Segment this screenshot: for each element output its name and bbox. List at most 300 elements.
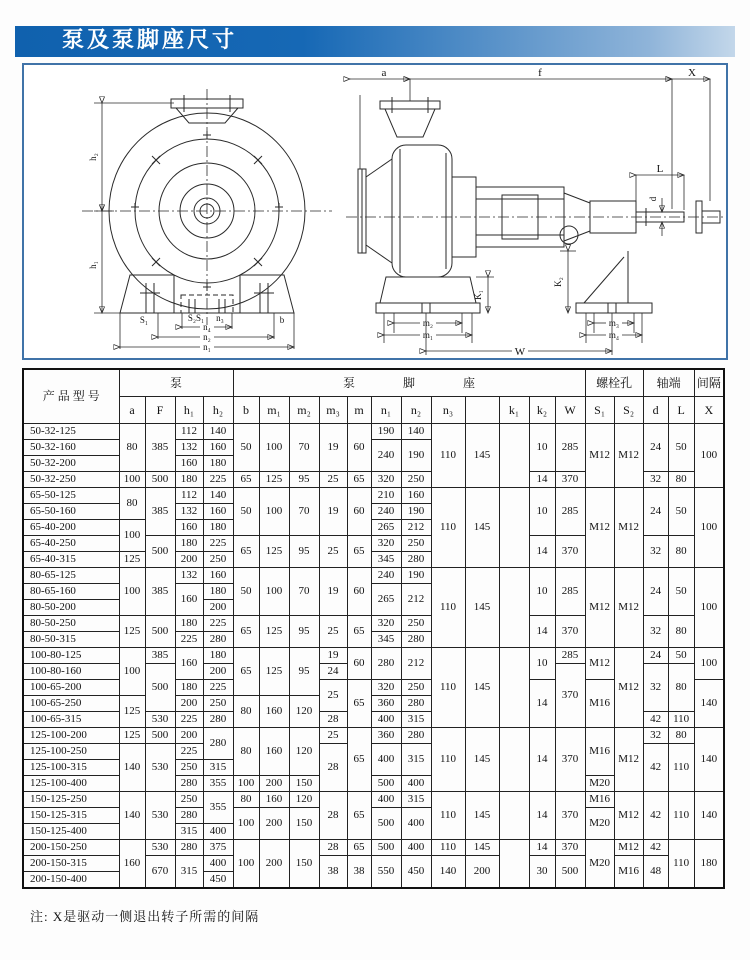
value-cell: 140 <box>203 424 233 440</box>
value-cell: 24 <box>643 424 668 472</box>
value-cell: 280 <box>401 728 431 744</box>
value-cell: 110 <box>431 648 465 728</box>
value-cell: 65 <box>233 472 259 488</box>
value-cell: 65 <box>233 648 259 696</box>
model-cell: 80-65-125 <box>23 568 119 584</box>
value-cell: 315 <box>203 760 233 776</box>
value-cell: 200 <box>175 728 203 744</box>
value-cell: 24 <box>643 488 668 536</box>
model-cell: 65-50-125 <box>23 488 119 504</box>
value-cell: 530 <box>145 840 175 856</box>
column-header: k₂ <box>529 397 555 424</box>
value-cell: 315 <box>175 824 203 840</box>
value-cell: 280 <box>203 728 233 760</box>
value-cell: M20 <box>585 776 614 792</box>
value-cell: 110 <box>668 792 694 840</box>
value-cell: M12 <box>614 792 643 840</box>
value-cell: 110 <box>431 728 465 792</box>
value-cell: 140 <box>694 792 724 840</box>
value-cell: 95 <box>289 648 319 696</box>
value-cell: 10 <box>529 648 555 680</box>
column-header: n₁ <box>371 397 401 424</box>
column-header: b <box>233 397 259 424</box>
dim-label-a: a <box>381 67 387 79</box>
model-cell: 200-150-400 <box>23 872 119 889</box>
value-cell: 110 <box>431 792 465 840</box>
value-cell: 530 <box>145 712 175 728</box>
dim-label-d: d <box>648 196 658 202</box>
value-cell: 200 <box>203 600 233 616</box>
value-cell: 280 <box>401 632 431 648</box>
value-cell: 355 <box>203 792 233 824</box>
value-cell: 370 <box>555 536 585 568</box>
value-cell: 19 <box>319 488 347 536</box>
table-row <box>23 488 724 504</box>
value-cell: 50 <box>668 488 694 536</box>
value-cell: 125 <box>119 616 145 648</box>
value-cell: 180 <box>175 616 203 632</box>
value-cell: 10 <box>529 488 555 536</box>
value-cell: 345 <box>371 552 401 568</box>
value-cell: M20 <box>585 808 614 840</box>
value-cell: 50 <box>233 424 259 472</box>
model-cell: 50-32-160 <box>23 440 119 456</box>
value-cell: 80 <box>233 792 259 808</box>
value-cell: 530 <box>145 744 175 792</box>
value-cell: 315 <box>401 792 431 808</box>
value-cell: 100 <box>694 648 724 680</box>
value-cell: 375 <box>203 840 233 856</box>
model-cell: 150-125-250 <box>23 792 119 808</box>
value-cell: 370 <box>555 664 585 728</box>
dim-label-m3: m₃ <box>608 318 620 328</box>
model-cell: 100-65-250 <box>23 696 119 712</box>
value-cell: M12 <box>585 648 614 680</box>
value-cell: 28 <box>319 792 347 840</box>
value-cell: 225 <box>203 472 233 488</box>
value-cell: 225 <box>203 616 233 632</box>
value-cell: 65 <box>347 536 371 568</box>
value-cell: 25 <box>319 616 347 648</box>
value-cell: 100 <box>233 808 259 840</box>
value-cell: 240 <box>371 504 401 520</box>
value-cell: 250 <box>175 792 203 808</box>
value-cell: M12 <box>585 488 614 568</box>
value-cell: 80 <box>668 536 694 568</box>
model-cell: 200-150-315 <box>23 856 119 872</box>
value-cell: 10 <box>529 424 555 472</box>
column-header: d <box>643 397 668 424</box>
value-cell: 150 <box>289 840 319 889</box>
value-cell: 400 <box>203 856 233 872</box>
value-cell: 28 <box>319 712 347 728</box>
value-cell: 400 <box>203 824 233 840</box>
column-header: L <box>668 397 694 424</box>
value-cell: 25 <box>319 728 347 744</box>
value-cell: 110 <box>431 840 465 856</box>
value-cell: 125 <box>259 648 289 696</box>
value-cell: 370 <box>555 616 585 648</box>
model-cell: 200-150-250 <box>23 840 119 856</box>
value-cell: 400 <box>371 792 401 808</box>
value-cell: 110 <box>668 744 694 792</box>
value-cell: 42 <box>643 712 668 728</box>
value-cell: 212 <box>401 584 431 616</box>
model-cell: 150-125-400 <box>23 824 119 840</box>
value-cell: 280 <box>401 696 431 712</box>
value-cell: 200 <box>203 664 233 680</box>
value-cell: 400 <box>401 808 431 840</box>
dim-label-n3: n₃ <box>216 313 224 323</box>
column-header: n₂ <box>401 397 431 424</box>
value-cell: 225 <box>203 536 233 552</box>
pump-front-view <box>82 89 332 352</box>
value-cell: 400 <box>401 776 431 792</box>
value-cell: 500 <box>145 536 175 568</box>
value-cell <box>499 568 529 648</box>
column-group-header: 泵 脚 座 <box>233 369 585 397</box>
value-cell: 140 <box>203 488 233 504</box>
value-cell: 100 <box>119 648 145 696</box>
value-cell: M12 <box>585 568 614 648</box>
dim-label-h2: h₂ <box>88 153 98 161</box>
value-cell: 200 <box>259 808 289 840</box>
value-cell: 80 <box>668 616 694 648</box>
value-cell <box>499 840 529 889</box>
value-cell: 400 <box>371 744 401 776</box>
value-cell: 250 <box>401 536 431 552</box>
value-cell: 250 <box>401 472 431 488</box>
value-cell: 160 <box>401 488 431 504</box>
value-cell: 95 <box>289 472 319 488</box>
value-cell: 250 <box>203 552 233 568</box>
column-group-header: 泵 <box>119 369 233 397</box>
model-cell: 100-80-125 <box>23 648 119 664</box>
value-cell: 100 <box>119 520 145 552</box>
value-cell: 180 <box>203 520 233 536</box>
value-cell: 250 <box>401 616 431 632</box>
value-cell: 345 <box>371 632 401 648</box>
value-cell: 32 <box>643 728 668 744</box>
value-cell: 385 <box>145 568 175 616</box>
value-cell: 32 <box>643 472 668 488</box>
value-cell: 140 <box>401 424 431 440</box>
value-cell: 65 <box>347 616 371 648</box>
dim-label-f: f <box>538 67 542 79</box>
dim-label-m2: m₂ <box>422 318 434 328</box>
value-cell: 500 <box>555 856 585 889</box>
value-cell: 140 <box>119 744 145 792</box>
value-cell: 95 <box>289 536 319 568</box>
value-cell: 25 <box>319 472 347 488</box>
value-cell: 145 <box>465 792 499 840</box>
dim-label-l: L <box>656 163 664 175</box>
value-cell: 225 <box>203 680 233 696</box>
value-cell: 500 <box>145 728 175 744</box>
value-cell: 14 <box>529 680 555 728</box>
value-cell: M20 <box>585 840 614 889</box>
value-cell: 60 <box>347 488 371 536</box>
model-cell: 100-80-160 <box>23 664 119 680</box>
value-cell: 320 <box>371 680 401 696</box>
dim-label-b: b <box>279 315 285 325</box>
value-cell: M12 <box>614 840 643 856</box>
value-cell: M12 <box>614 568 643 648</box>
value-cell: 100 <box>259 424 289 472</box>
value-cell <box>499 488 529 568</box>
value-cell: 200 <box>465 856 499 889</box>
value-cell: 80 <box>668 472 694 488</box>
value-cell: 140 <box>694 728 724 792</box>
value-cell: 355 <box>203 776 233 792</box>
table-header <box>23 369 724 424</box>
value-cell: 65 <box>347 680 371 728</box>
value-cell: 370 <box>555 472 585 488</box>
value-cell: 19 <box>319 424 347 472</box>
value-cell: 70 <box>289 488 319 536</box>
pump-dimensions-table <box>22 368 725 889</box>
dim-label-n2: n₂ <box>203 332 211 342</box>
dim-label-s1: S₁ <box>139 315 149 325</box>
value-cell: 65 <box>347 792 371 840</box>
value-cell: 180 <box>203 584 233 600</box>
value-cell: 100 <box>233 840 259 889</box>
value-cell: 180 <box>175 536 203 552</box>
value-cell: M16 <box>585 728 614 776</box>
value-cell: 19 <box>319 568 347 616</box>
value-cell: 132 <box>175 568 203 584</box>
column-header: a <box>119 397 145 424</box>
column-header: m <box>347 397 371 424</box>
value-cell: 65 <box>347 840 371 856</box>
value-cell: 315 <box>401 744 431 776</box>
value-cell: 112 <box>175 424 203 440</box>
value-cell: M12 <box>614 648 643 728</box>
value-cell: 70 <box>289 568 319 616</box>
value-cell: 24 <box>643 648 668 664</box>
dim-label-w: W <box>514 346 526 358</box>
value-cell: 25 <box>319 680 347 712</box>
value-cell: 112 <box>175 488 203 504</box>
value-cell: 80 <box>119 424 145 472</box>
value-cell: 110 <box>431 568 465 648</box>
value-cell: 160 <box>175 520 203 536</box>
column-group-header: 间隔 <box>694 369 724 397</box>
model-cell: 150-125-315 <box>23 808 119 824</box>
value-cell: 80 <box>668 664 694 712</box>
dim-label-k1: K₁ <box>473 290 483 300</box>
value-cell: 500 <box>371 840 401 856</box>
value-cell <box>499 648 529 728</box>
value-cell: 145 <box>465 728 499 792</box>
model-cell: 80-50-250 <box>23 616 119 632</box>
value-cell: 48 <box>643 856 668 889</box>
value-cell: 160 <box>259 728 289 776</box>
model-cell: 80-50-315 <box>23 632 119 648</box>
value-cell: 385 <box>145 424 175 472</box>
value-cell: 120 <box>289 728 319 776</box>
value-cell: 100 <box>119 568 145 616</box>
value-cell: 320 <box>371 616 401 632</box>
value-cell: 550 <box>371 856 401 889</box>
value-cell: M16 <box>585 680 614 728</box>
value-cell: 200 <box>259 776 289 792</box>
value-cell: 285 <box>555 568 585 616</box>
value-cell: 280 <box>203 632 233 648</box>
value-cell: 32 <box>643 664 668 712</box>
value-cell: 145 <box>465 648 499 728</box>
value-cell: 160 <box>203 440 233 456</box>
value-cell: 50 <box>233 488 259 536</box>
value-cell: 100 <box>694 488 724 568</box>
column-header: S₂ <box>614 397 643 424</box>
value-cell: 132 <box>175 504 203 520</box>
value-cell: 370 <box>555 840 585 856</box>
value-cell: 670 <box>145 856 175 889</box>
value-cell: 110 <box>431 424 465 488</box>
value-cell: 280 <box>175 776 203 792</box>
value-cell: 14 <box>529 536 555 568</box>
value-cell: 225 <box>175 632 203 648</box>
value-cell: 160 <box>259 696 289 728</box>
value-cell: 225 <box>175 712 203 728</box>
value-cell: 110 <box>668 840 694 889</box>
column-header: W <box>555 397 585 424</box>
value-cell: 125 <box>119 696 145 728</box>
value-cell: M12 <box>614 424 643 488</box>
value-cell: 14 <box>529 728 555 792</box>
value-cell: 65 <box>347 728 371 792</box>
value-cell: 24 <box>643 568 668 616</box>
dim-label-m1: m₁ <box>422 330 434 340</box>
value-cell: 100 <box>694 424 724 488</box>
value-cell: 450 <box>401 856 431 889</box>
value-cell: 315 <box>401 712 431 728</box>
value-cell: 180 <box>203 648 233 664</box>
model-cell: 125-100-250 <box>23 744 119 760</box>
table-row <box>23 792 724 808</box>
model-cell: 125-100-200 <box>23 728 119 744</box>
value-cell: 80 <box>119 488 145 520</box>
value-cell: 385 <box>145 648 175 664</box>
model-cell: 65-40-250 <box>23 536 119 552</box>
table-row <box>23 840 724 856</box>
value-cell: 265 <box>371 584 401 616</box>
value-cell: 50 <box>668 568 694 616</box>
dim-label-x: X <box>688 67 696 79</box>
model-cell: 80-65-160 <box>23 584 119 600</box>
value-cell: 180 <box>175 472 203 488</box>
column-header: k₁ <box>499 397 529 424</box>
value-cell: 500 <box>371 808 401 840</box>
value-cell: 250 <box>401 680 431 696</box>
value-cell: 320 <box>371 536 401 552</box>
value-cell: 120 <box>289 792 319 808</box>
column-group-header: 螺栓孔 <box>585 369 643 397</box>
value-cell: 100 <box>259 488 289 536</box>
value-cell: 42 <box>643 840 668 856</box>
value-cell: 132 <box>175 440 203 456</box>
value-cell: 190 <box>401 504 431 520</box>
column-header: m₃ <box>319 397 347 424</box>
value-cell: 160 <box>203 568 233 584</box>
value-cell: 210 <box>371 488 401 504</box>
column-header: m₂ <box>289 397 319 424</box>
column-header: h₂ <box>203 397 233 424</box>
value-cell: 500 <box>371 776 401 792</box>
value-cell: 285 <box>555 648 585 664</box>
value-cell <box>499 424 529 488</box>
value-cell: 42 <box>643 744 668 792</box>
model-cell: 65-50-160 <box>23 504 119 520</box>
value-cell: 80 <box>233 696 259 728</box>
dim-label-m4: m₄ <box>608 330 620 340</box>
value-cell: 280 <box>401 552 431 568</box>
value-cell: 160 <box>119 840 145 889</box>
value-cell: 450 <box>203 872 233 889</box>
value-cell: 125 <box>119 728 145 744</box>
model-cell: 125-100-315 <box>23 760 119 776</box>
value-cell: 14 <box>529 840 555 856</box>
value-cell: 160 <box>175 648 203 680</box>
table-row <box>23 568 724 584</box>
value-cell: 42 <box>643 792 668 840</box>
value-cell: 28 <box>319 744 347 792</box>
value-cell: 120 <box>289 696 319 728</box>
value-cell: 14 <box>529 472 555 488</box>
value-cell: 50 <box>668 424 694 472</box>
value-cell: 110 <box>431 488 465 568</box>
value-cell: 200 <box>175 552 203 568</box>
value-cell: 250 <box>175 760 203 776</box>
value-cell: 385 <box>145 488 175 536</box>
value-cell: 60 <box>347 424 371 472</box>
value-cell: 25 <box>319 536 347 568</box>
value-cell: 500 <box>145 472 175 488</box>
value-cell: 30 <box>529 856 555 889</box>
value-cell: 285 <box>555 424 585 472</box>
value-cell: 65 <box>233 616 259 648</box>
value-cell: 32 <box>643 536 668 568</box>
value-cell: 140 <box>119 792 145 840</box>
table-row <box>23 424 724 440</box>
value-cell: 125 <box>259 472 289 488</box>
value-cell: 200 <box>175 696 203 712</box>
value-cell: 212 <box>401 520 431 536</box>
dim-label-n1: n₁ <box>203 342 211 352</box>
table-row <box>23 648 724 664</box>
value-cell: 125 <box>259 616 289 648</box>
value-cell: 500 <box>145 616 175 648</box>
value-cell: 150 <box>289 808 319 840</box>
column-header <box>465 397 499 424</box>
value-cell: 60 <box>347 648 371 680</box>
value-cell: 100 <box>694 568 724 648</box>
model-cell: 125-100-400 <box>23 776 119 792</box>
value-cell: 140 <box>694 680 724 728</box>
value-cell: 212 <box>401 648 431 680</box>
value-cell: 65 <box>347 472 371 488</box>
value-cell: 225 <box>175 744 203 760</box>
dim-label-h1: h₁ <box>88 261 98 269</box>
value-cell: 240 <box>371 568 401 584</box>
value-cell: 160 <box>175 584 203 616</box>
dim-label-n4: n₄ <box>203 322 211 332</box>
value-cell: 100 <box>259 568 289 616</box>
model-cell: 50-32-125 <box>23 424 119 440</box>
value-cell: M12 <box>585 424 614 488</box>
value-cell: 100 <box>119 472 145 488</box>
